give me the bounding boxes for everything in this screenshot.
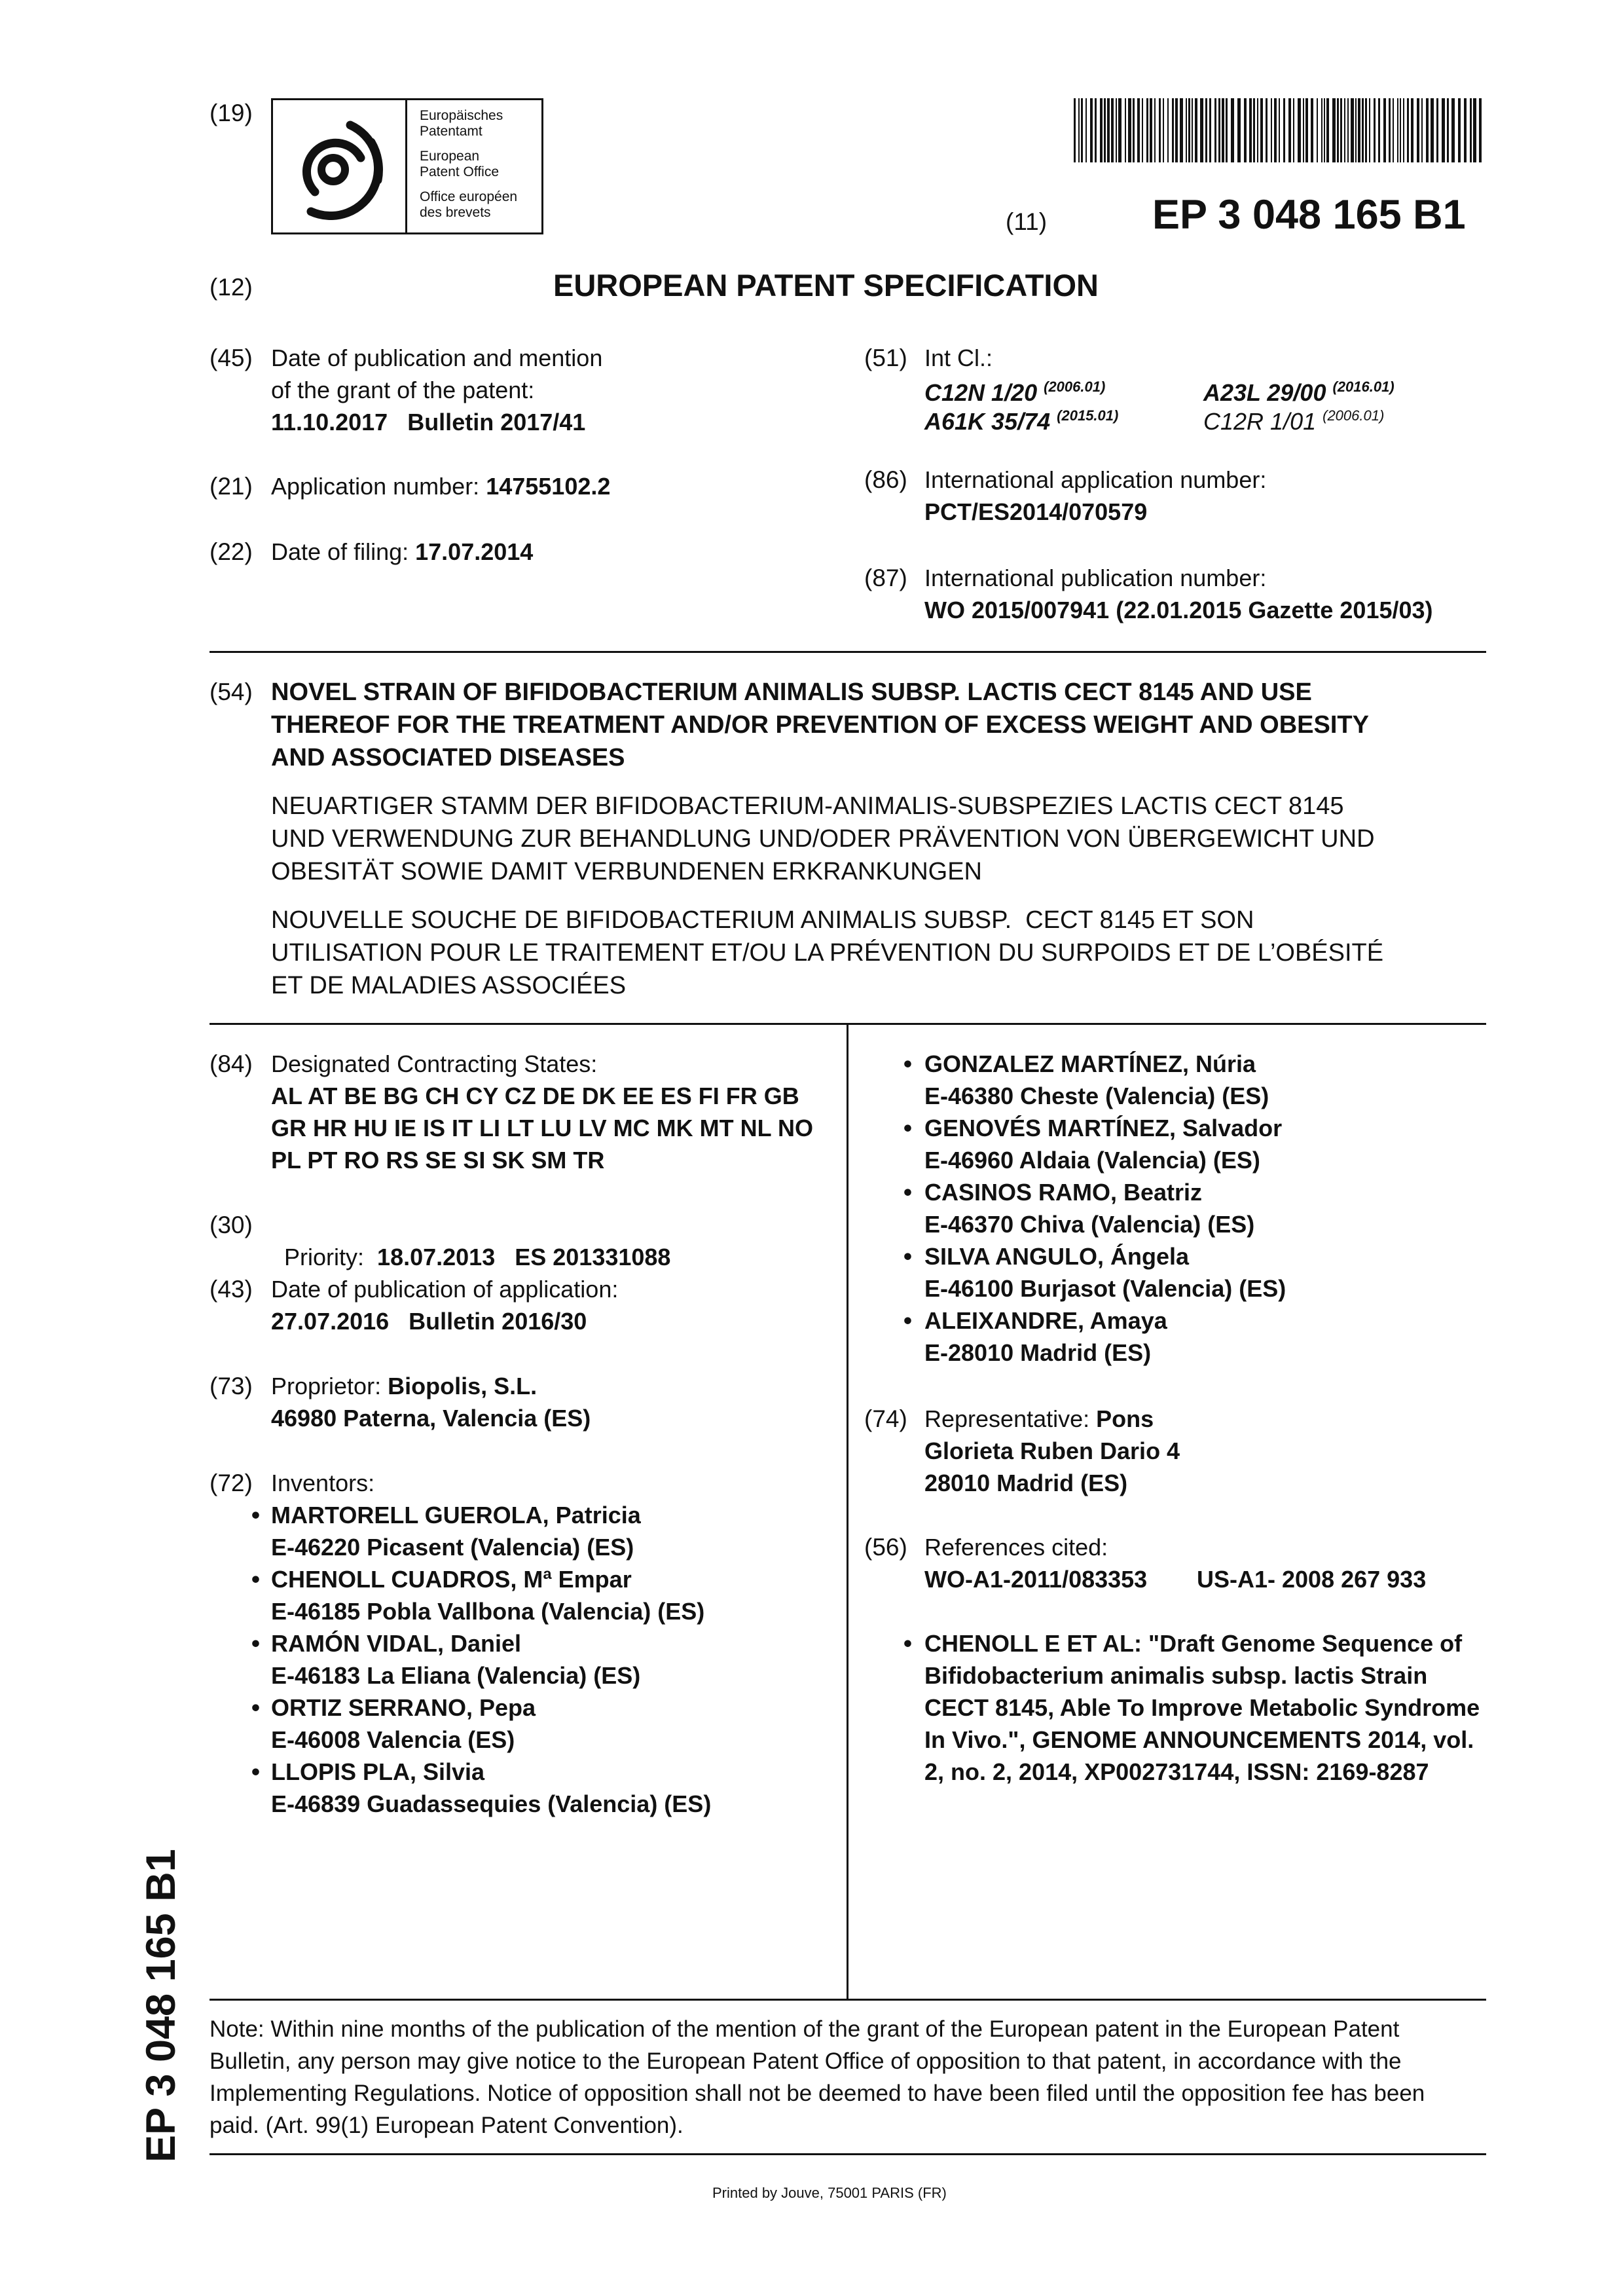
barcode-bar [1205,98,1207,162]
intl-publication-label: International publication number: [924,565,1267,591]
barcode-bar [1326,98,1329,162]
divider-note-bottom [210,2153,1486,2155]
note-line: paid. (Art. 99(1) European Patent Convention). [210,2113,684,2138]
office-line: European [420,149,480,164]
intl-publication [924,562,1433,626]
application-number-label: Application number: [271,473,480,500]
barcode-bar [1298,98,1301,162]
bullet-icon: • [251,1630,260,1657]
bullet-icon: • [903,1243,912,1270]
barcode-bar [1378,98,1380,162]
states-line: PL PT RO RS SE SI SK SM TR [271,1147,605,1174]
barcode-bar [1111,98,1114,162]
intl-publication-number: WO 2015/007941 (22.01.2015 Gazette 2015/03) [924,597,1433,623]
int-cl-version: (2016.01) [1332,379,1395,395]
office-line: Patent Office [420,164,500,179]
title-line: AND ASSOCIATED DISEASES [271,744,625,771]
bullet-icon: • [903,1307,912,1334]
barcode-bar [1293,98,1294,162]
states-line: AL AT BE BG CH CY CZ DE DK EE ES FI FR GB [271,1083,799,1109]
barcode-bar [1374,98,1376,162]
barcode-bar [1458,98,1461,162]
inventor-entry [924,1048,1269,1112]
bullet-icon: • [251,1758,260,1785]
barcode-bar [1403,98,1404,162]
grant-date: 11.10.2017 Bulletin 2017/41 [271,409,586,435]
intl-application-label: International application number: [924,466,1267,493]
int-cl-code: A23L 29/00 [1203,379,1326,406]
citation-line: In Vivo.", GENOME ANNOUNCEMENTS 2014, vol. [924,1726,1474,1753]
inventor-entry [924,1176,1254,1240]
code-19: (19) [210,100,253,126]
barcode-bar [1249,98,1252,162]
inventor-name: MARTORELL GUEROLA, Patricia [271,1502,641,1528]
barcode-bar [1383,98,1386,162]
representative-address: Glorieta Ruben Dario 4 [924,1437,1180,1464]
inventor-entry [271,1563,704,1627]
citation-line: CECT 8145, Able To Improve Metabolic Syndrome [924,1694,1480,1721]
barcode-bar [1146,98,1148,162]
barcode-bar [1337,98,1339,162]
barcode-bar [1389,98,1391,162]
barcode-bar [1231,98,1234,162]
bullet-icon: • [903,1179,912,1206]
barcode-bar [1355,98,1357,162]
note-line: Bulletin, any person may give notice to the European Patent Office of opposition to that patent, in accordance with the [210,2048,1402,2074]
intl-application [924,464,1266,528]
barcode-bar [1332,98,1336,162]
code-22: (22) [210,538,253,565]
barcode-bar [1324,98,1325,162]
title-german [271,790,1375,888]
barcode-bar [1142,98,1143,162]
representative-label: Representative: [924,1405,1090,1432]
title-line: UTILISATION POUR LE TRAITEMENT ET/OU LA PRÉVENTION DU SURPOIDS ET DE L’OBÉSITÉ [271,939,1384,967]
bullet-icon: • [251,1566,260,1593]
inventor-address: E-46370 Chiva (Valencia) (ES) [924,1211,1255,1238]
barcode-bar [1125,98,1126,162]
barcode-bar [1104,98,1106,162]
barcode-bar [1274,98,1277,162]
inventor-entry [271,1756,711,1820]
title-english [271,676,1369,774]
inventor-name: RAMÓN VIDAL, Daniel [271,1630,522,1657]
application-number: 14755102.2 [486,473,611,500]
inventor-address: E-46008 Valencia (ES) [271,1726,515,1753]
code-43: (43) [210,1276,253,1303]
application-publication [271,1273,618,1337]
barcode-bar [1311,98,1313,162]
office-line: Office européen [420,189,518,204]
citation-line: Bifidobacterium animalis subsp. lactis Strain [924,1662,1428,1689]
inventor-address: E-28010 Madrid (ES) [924,1339,1152,1366]
barcode-bar [1436,98,1438,162]
code-56: (56) [864,1534,907,1561]
barcode-bar [1303,98,1304,162]
intl-application-number: PCT/ES2014/070579 [924,498,1148,525]
int-cl-entry [1203,399,1384,437]
barcode-bar [1244,98,1247,162]
citation-line: CHENOLL E ET AL: "Draft Genome Sequence of [924,1630,1463,1657]
int-cl-version: (2006.01) [1322,407,1385,424]
application-publication-date: 27.07.2016 Bulletin 2016/30 [271,1308,587,1335]
barcode-bar [1192,98,1193,162]
code-45: (45) [210,344,253,371]
barcode-bar [1479,98,1482,162]
barcode-bar [1279,98,1280,162]
barcode-bar [1271,98,1272,162]
epo-office-names [420,108,517,221]
inventor-address: E-46220 Picasent (Valencia) (ES) [271,1534,634,1561]
barcode-bar [1137,98,1140,162]
barcode-bar [1226,98,1228,162]
publication-number: EP 3 048 165 B1 [1152,192,1466,238]
proprietor-address: 46980 Paterna, Valencia (ES) [271,1405,591,1432]
barcode-bar [1100,98,1103,162]
barcode-bar [1209,98,1211,162]
barcode-bar [1362,98,1364,162]
barcode-bar [1172,98,1174,162]
inventor-address: E-46839 Guadassequies (Valencia) (ES) [271,1790,712,1817]
barcode-bar [1090,98,1093,162]
barcode-bar [1214,98,1216,162]
inventor-name: CHENOLL CUADROS, Mª Empar [271,1566,632,1593]
barcode-bar [1266,98,1267,162]
epo-logo-emblem [273,100,407,232]
reference-patent: US-A1- 2008 267 933 [1197,1566,1427,1593]
int-cl-version: (2015.01) [1057,407,1119,424]
inventor-address: E-46960 Aldaia (Valencia) (ES) [924,1147,1260,1174]
side-publication-number: EP 3 048 165 B1 [138,1849,184,2162]
barcode-bar [1442,98,1445,162]
code-54: (54) [210,678,253,705]
title-line: NOUVELLE SOUCHE DE BIFIDOBACTERIUM ANIMALIS SUBSP. CECT 8145 ET SON [271,906,1254,934]
barcode-bar [1347,98,1349,162]
inventor-address: E-46183 La Eliana (Valencia) (ES) [271,1662,641,1689]
title-line: ET DE MALADIES ASSOCIÉES [271,972,627,999]
application-number-row [271,470,610,502]
barcode-bar [1358,98,1360,162]
title-line: OBESITÄT SOWIE DAMIT VERBUNDENEN ERKRANKUNGEN [271,858,982,885]
barcode-bar [1257,98,1258,162]
representative-name: Pons [1096,1405,1154,1432]
title-line: UND VERWENDUNG ZUR BEHANDLUNG UND/ODER PRÄVENTION VON ÜBERGEWICHT UND [271,825,1375,853]
barcode-bar [1411,98,1413,162]
reference-patent: WO-A1-2011/083353 [924,1566,1148,1593]
barcode-bar [1133,98,1135,162]
barcode-bar [1163,98,1164,162]
office-line: Europäisches [420,108,503,123]
int-cl-code: A61K 35/74 [924,408,1051,435]
barcode-bar [1473,98,1476,162]
states-line: GR HR HU IE IS IT LI LT LU LV MC MK MT NL NO [271,1115,813,1141]
representative [924,1403,1180,1499]
code-11: (11) [1006,208,1048,235]
code-73: (73) [210,1373,253,1399]
barcode-bar [1085,98,1087,162]
barcode-bar [1175,98,1178,162]
inventor-entry [924,1240,1286,1305]
title-line: NEUARTIGER STAMM DER BIFIDOBACTERIUM-ANIMALIS-SUBSPEZIES LACTIS CECT 8145 [271,792,1344,820]
barcode-bar [1426,98,1429,162]
barcode-bar [1283,98,1285,162]
filing-date-label: Date of filing: [271,538,409,565]
title-french [271,904,1383,1002]
code-21: (21) [210,473,253,500]
priority-label: Priority: [284,1244,365,1270]
barcode-bar [1154,98,1156,162]
note-line: Note: Within nine months of the publication of the mention of the grant of the European patent in the European Patent [210,2016,1400,2042]
barcode-bar [1167,98,1169,162]
grant-label-line: of the grant of the patent: [271,377,535,403]
priority-value: 18.07.2013 ES 201331088 [377,1244,671,1270]
citation-line: 2, no. 2, 2014, XP002731744, ISSN: 2169-8287 [924,1758,1429,1785]
barcode-bar [1150,98,1152,162]
code-12: (12) [210,274,253,301]
barcode-bar [1074,98,1076,162]
int-cl-entry [924,399,1118,437]
proprietor-label: Proprietor: [271,1373,382,1399]
barcode-bar [1393,98,1394,162]
citation [924,1627,1486,1788]
references-cited-label: References cited: [924,1534,1108,1561]
printer-footer: Printed by Jouve, 75001 PARIS (FR) [712,2185,947,2201]
proprietor-name: Biopolis, S.L. [388,1373,538,1399]
bullet-icon: • [251,1694,260,1721]
barcode-bar [1253,98,1255,162]
bullet-icon: • [903,1115,912,1141]
proprietor [271,1370,591,1434]
int-cl-version: (2006.01) [1044,379,1106,395]
barcode-bar [1344,98,1345,162]
inventor-entry [271,1627,640,1692]
inventor-entry [271,1499,641,1563]
code-30: (30) [210,1212,253,1238]
title-line: NOVEL STRAIN OF BIFIDOBACTERIUM ANIMALIS SUBSP. LACTIS CECT 8145 AND USE [271,678,1312,706]
designated-states-label: Designated Contracting States: [271,1050,598,1077]
grant-label-line: Date of publication and mention [271,344,603,371]
inventor-address: E-46100 Burjasot (Valencia) (ES) [924,1275,1286,1302]
code-86: (86) [864,466,907,493]
priority-row [271,1209,670,1273]
barcode-bar [1188,98,1190,162]
int-cl-code: C12R 1/01 [1203,408,1317,435]
barcode-bar [1369,98,1370,162]
document-type-title: EUROPEAN PATENT SPECIFICATION [553,268,1099,303]
barcode-bar [1421,98,1423,162]
code-84: (84) [210,1050,253,1077]
barcode-bar [1288,98,1291,162]
barcode-bar [1305,98,1308,162]
barcode-bar [1095,98,1097,162]
designated-states [271,1048,813,1176]
divider-note-top [210,1999,1486,2001]
bullet-icon: • [903,1630,912,1657]
opposition-note [210,2013,1425,2141]
barcode-bar [1180,98,1183,162]
barcode-bar [1470,98,1472,162]
bullet-icon: • [251,1502,260,1528]
barcode-bar [1218,98,1220,162]
barcode-bar [1431,98,1434,162]
barcode-bar [1116,98,1117,162]
barcode-bar [1317,98,1318,162]
barcode-bar [1260,98,1263,162]
representative-address: 28010 Madrid (ES) [924,1470,1128,1496]
barcode-bar [1200,98,1203,162]
barcode-bar [1128,98,1131,162]
barcode-graphic [1074,98,1483,162]
barcode-bar [1078,98,1080,162]
code-87: (87) [864,565,907,591]
code-72: (72) [210,1470,253,1496]
inventor-address: E-46185 Pobla Vallbona (Valencia) (ES) [271,1598,705,1625]
barcode-bar [1447,98,1449,162]
inventor-name: GONZALEZ MARTÍNEZ, Núria [924,1050,1256,1077]
grant-publication [271,342,602,438]
barcode-bar [1340,98,1342,162]
barcode-bar [1351,98,1354,162]
barcode-bar [1451,98,1455,162]
inventor-name: LLOPIS PLA, Silvia [271,1758,485,1785]
filing-date-row [271,536,533,568]
inventor-name: GENOVÉS MARTÍNEZ, Salvador [924,1115,1283,1141]
barcode-bar [1222,98,1224,162]
title-line: THEREOF FOR THE TREATMENT AND/OR PREVENTION OF EXCESS WEIGHT AND OBESITY [271,711,1369,739]
barcode-bar [1464,98,1467,162]
column-divider [847,1024,848,1999]
inventor-name: ORTIZ SERRANO, Pepa [271,1694,536,1721]
barcode-bar [1407,98,1409,162]
barcode-bar [1397,98,1398,162]
epo-logo [271,98,543,234]
code-51: (51) [864,344,907,371]
inventor-entry [924,1305,1167,1369]
code-74: (74) [864,1405,907,1432]
inventor-name: SILVA ANGULO, Ángela [924,1243,1190,1270]
barcode-bar [1195,98,1197,162]
office-line: des brevets [420,205,491,220]
inventor-entry [924,1112,1282,1176]
inventor-name: ALEIXANDRE, Amaya [924,1307,1167,1334]
barcode-bar [1365,98,1367,162]
barcode-bar [1400,98,1401,162]
note-line: Implementing Regulations. Notice of opposition shall not be deemed to have been filed until the opposition fee has been [210,2081,1425,2106]
inventor-address: E-46380 Cheste (Valencia) (ES) [924,1083,1269,1109]
barcode [1074,98,1483,162]
application-publication-label: Date of publication of application: [271,1276,619,1303]
barcode-bar [1107,98,1110,162]
epo-emblem-icon [273,100,404,231]
barcode-bar [1321,98,1322,162]
barcode-bar [1081,98,1083,162]
barcode-bar [1159,98,1161,162]
inventors-label: Inventors: [271,1470,375,1496]
inventor-entry [271,1692,536,1756]
divider-top [210,651,1486,653]
office-line: Patentamt [420,124,483,139]
filing-date: 17.07.2014 [415,538,534,565]
barcode-bar [1237,98,1241,162]
barcode-bar [1186,98,1187,162]
int-cl-label: Int Cl.: [924,344,993,371]
inventor-name: CASINOS RAMO, Beatriz [924,1179,1203,1206]
int-cl-code: C12N 1/20 [924,379,1038,406]
barcode-bar [1417,98,1419,162]
bullet-icon: • [903,1050,912,1077]
barcode-bar [1118,98,1122,162]
